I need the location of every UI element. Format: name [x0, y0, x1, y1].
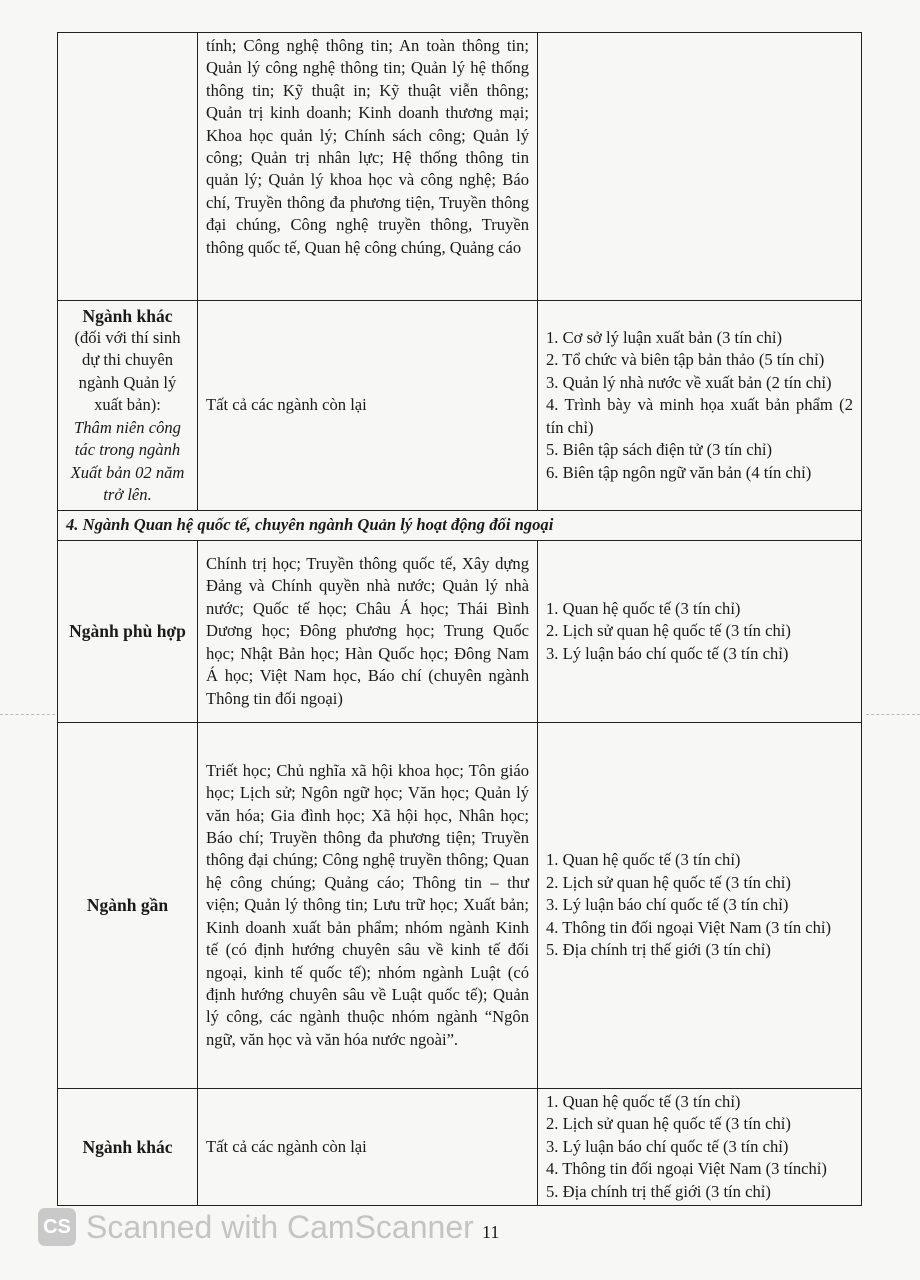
course-item: 2. Lịch sử quan hệ quốc tế (3 tín chỉ) [546, 1114, 791, 1134]
majors-cell: Chính trị học; Truyền thông quốc tế, Xây dựng Đảng và Chính quyền nhà nước; Quản lý nhà nước; Quốc tế học; Châu Á học; Thái Bình Dương học; Đông phương học; Trung Quốc học; Nhật Bản học; Hàn Quốc học; Đông Nam Á học; Việt Nam học, Báo chí (chuyên ngành Thông tin đối ngoại) [198, 541, 538, 723]
courses-cell [538, 541, 862, 723]
majors-cell: Tất cả các ngành còn lại [198, 301, 538, 511]
course-item: 3. Lý luận báo chí quốc tế (3 tín chỉ) [546, 895, 789, 915]
majors-cell: Triết học; Chủ nghĩa xã hội khoa học; Tôn giáo học; Lịch sử; Ngôn ngữ học; Văn học; Quản lý văn hóa; Gia đình học; Xã hội học, Nhân học; Báo chí; Truyền thông đa phương tiện; Truyền thông đại chúng; Công nghệ truyền thông; Quan hệ công chúng; Quảng cáo; Thông tin – thư viện; Quản lý thông tin; Lưu trữ học; Xuất bản; Kinh doanh xuất bản phẩm; nhóm ngành Kinh tế (có định hướng chuyên sâu về kinh tế đối ngoại, kinh tế quốc tế); nhóm ngành Luật (có định hướng chuyên sâu về Luật quốc tế); Quản lý công, các ngành thuộc nhóm ngành “Ngôn ngữ, văn học và văn hóa nước ngoài”. [198, 723, 538, 1089]
courses-cell [538, 723, 862, 1089]
course-item: 6. Biên tập ngôn ngữ văn bản (4 tín chỉ) [546, 462, 812, 482]
label-cell [58, 301, 198, 511]
table-row [58, 33, 862, 301]
course-item: 3. Quản lý nhà nước về xuất bản (2 tín chỉ) [546, 372, 832, 392]
row-label: Ngành khác [82, 305, 173, 326]
course-item: 2. Lịch sử quan hệ quốc tế (3 tín chỉ) [546, 872, 791, 892]
course-item: 4. Trình bày và minh họa xuất bản phẩm (2 tín chỉ) [546, 395, 853, 437]
label-cell [58, 33, 198, 301]
section-heading: 4. Ngành Quan hệ quốc tế, chuyên ngành Quản lý hoạt động đối ngoại [58, 511, 862, 541]
row-label: Ngành khác [58, 1089, 198, 1206]
course-item: 1. Quan hệ quốc tế (3 tín chỉ) [546, 850, 741, 870]
course-item: 4. Thông tin đối ngoại Việt Nam (3 tínchỉ) [546, 1159, 827, 1179]
majors-cell: Tất cả các ngành còn lại [198, 1089, 538, 1206]
table-row [58, 1089, 862, 1206]
courses-cell [538, 33, 862, 301]
course-item: 1. Cơ sở lý luận xuất bản (3 tín chỉ) [546, 328, 782, 348]
page-number: 11 [482, 1222, 500, 1242]
watermark-text: Scanned with CamScanner [86, 1208, 474, 1245]
course-item: 3. Lý luận báo chí quốc tế (3 tín chỉ) [546, 1136, 789, 1156]
majors-cell: tính; Công nghệ thông tin; An toàn thông tin; Quản lý công nghệ thông tin; Quản lý hệ thống thông tin; Kỹ thuật in; Kỹ thuật viễn thông; Quản trị kinh doanh; Kinh doanh thương mại; Khoa học quản lý; Chính sách công; Quản lý công; Quản trị nhân lực; Hệ thống thông tin quản lý; Quản lý khoa học và công nghệ; Báo chí, Truyền thông đa phương tiện, Truyền thông đại chúng, Công nghệ truyền thông, Truyền thông quốc tế, Quan hệ công chúng, Quảng cáo [198, 33, 538, 301]
admission-table [57, 32, 862, 1206]
table-row [58, 723, 862, 1089]
course-item: 1. Quan hệ quốc tế (3 tín chỉ) [546, 1092, 741, 1111]
fold-mark-left [0, 714, 55, 715]
table-row [58, 541, 862, 723]
section-heading-row [58, 511, 862, 541]
camscanner-logo-icon: CS [38, 1208, 76, 1246]
course-item: 2. Tổ chức và biên tập bản thảo (5 tín chỉ) [546, 350, 825, 370]
course-item: 3. Lý luận báo chí quốc tế (3 tín chỉ) [546, 643, 789, 663]
course-item: 4. Thông tin đối ngoại Việt Nam (3 tín chỉ) [546, 917, 832, 937]
courses-cell [538, 1089, 862, 1206]
row-label-note: (đối với thí sinh dự thi chuyên ngành Quản lý xuất bản): [74, 328, 181, 415]
table-row [58, 301, 862, 511]
course-item: 5. Biên tập sách điện tử (3 tín chỉ) [546, 440, 773, 460]
course-item: 1. Quan hệ quốc tế (3 tín chỉ) [546, 598, 741, 618]
row-label: Ngành phù hợp [58, 541, 198, 723]
camscanner-watermark [38, 1205, 474, 1249]
course-item: 2. Lịch sử quan hệ quốc tế (3 tín chỉ) [546, 621, 791, 641]
row-label-condition: Thâm niên công tác trong ngành Xuất bản 02 năm trở lên. [70, 417, 185, 504]
course-item: 5. Địa chính trị thế giới (3 tín chỉ) [546, 1181, 771, 1201]
course-item: 5. Địa chính trị thế giới (3 tín chỉ) [546, 940, 771, 960]
fold-mark-right [866, 714, 920, 715]
row-label: Ngành gần [58, 723, 198, 1089]
courses-cell [538, 301, 862, 511]
